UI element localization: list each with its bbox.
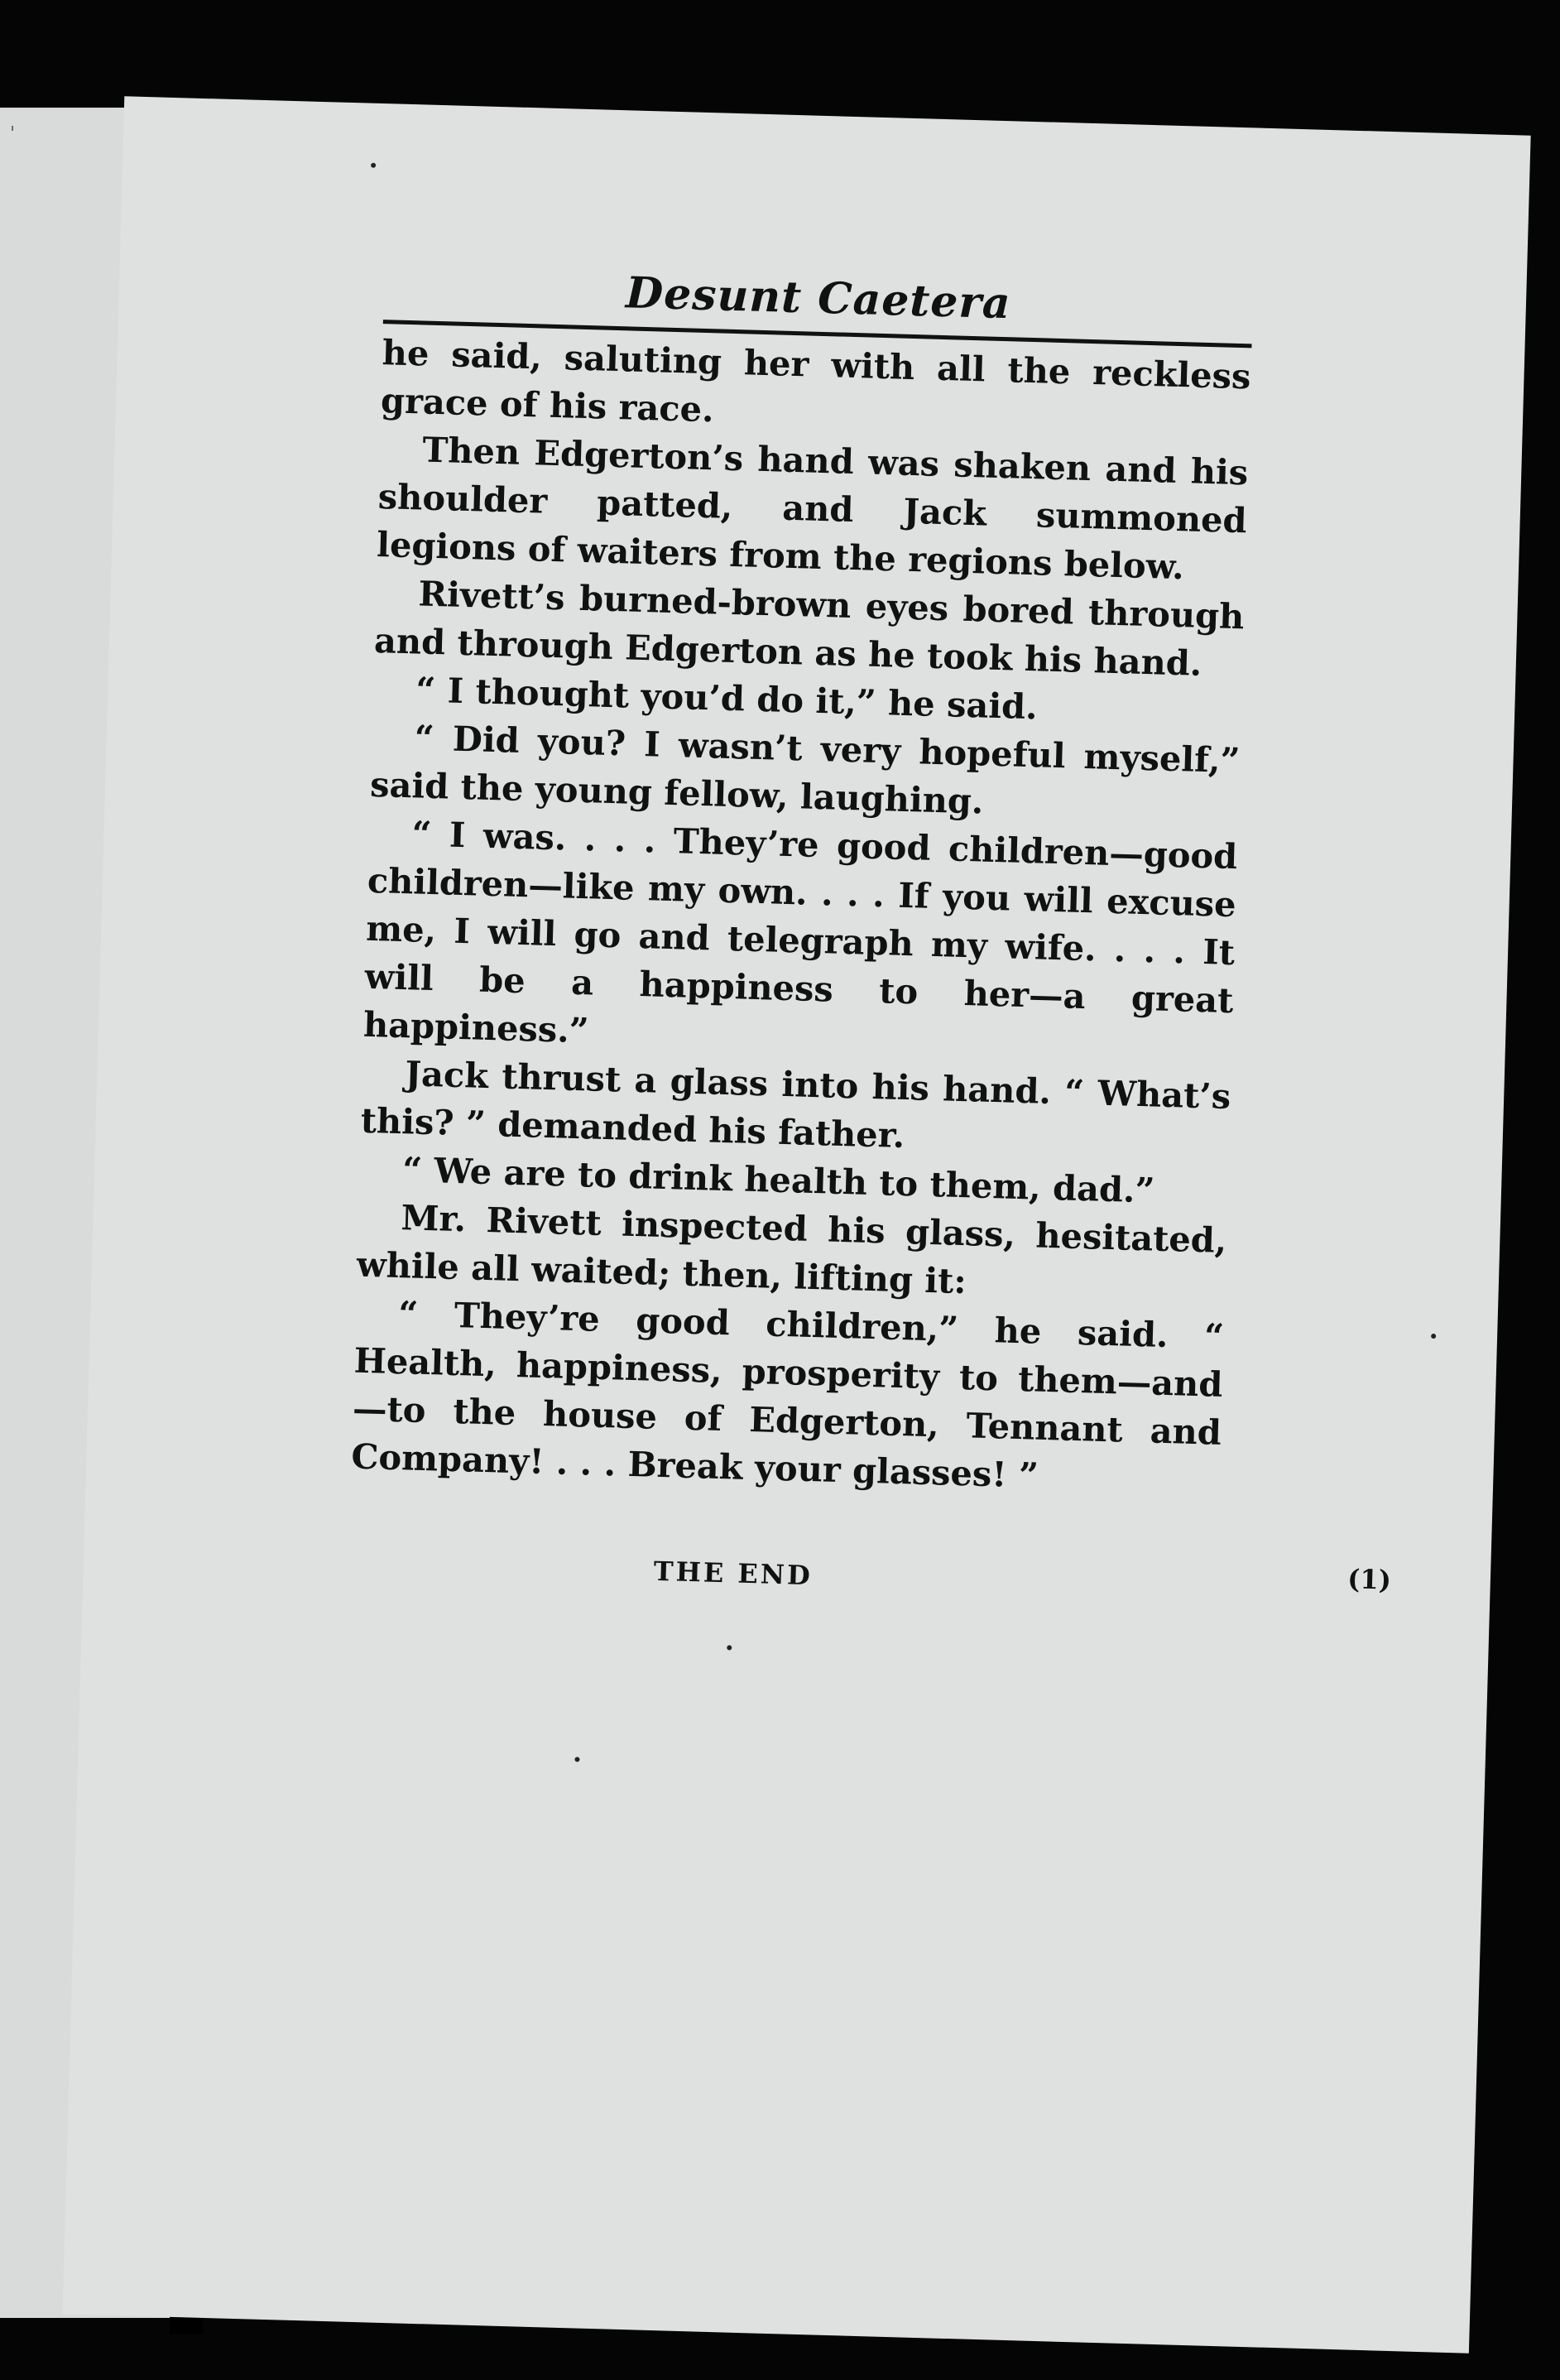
paragraph: Mr. Rivett inspected his glass, hesitated, while all waited; then, lifting it: xyxy=(356,1197,1227,1302)
scan-speck xyxy=(1431,1334,1436,1339)
scan-speck xyxy=(574,1757,579,1762)
running-head: Desunt Caetera xyxy=(625,267,1012,329)
paragraph: Then Edgerton’s hand was shaken and his shoulder patted, and Jack summoned legions of waiters from the regions below. xyxy=(376,429,1249,588)
scan-speck xyxy=(727,1645,732,1650)
paragraph: “ I thought you’d do it,” he said. xyxy=(415,669,1039,728)
scan-mark: ˈ xyxy=(10,124,16,145)
paragraph: “ I was. . . . They’re good children—good children—like my own. . . . If you will excuse me, I will go and telegraph my wife. . . . It will be a happiness to her—a great happiness.” xyxy=(362,813,1238,1051)
paragraph: “ We are to drink health to them, dad.” xyxy=(401,1149,1156,1211)
footnote-marker: (1) xyxy=(1346,1563,1392,1596)
body-text xyxy=(351,329,1251,1505)
paragraph: Jack thrust a glass into his hand. “ What’s this? ” demanded his father. xyxy=(360,1053,1231,1156)
scan-speck xyxy=(371,163,376,168)
paragraph: Rivett’s burned-brown eyes bored through and through Edgerton as he took his hand. xyxy=(373,573,1245,684)
the-end-label: THE END xyxy=(653,1555,814,1592)
book-page xyxy=(63,96,1531,2353)
paragraph: he said, saluting her with all the reckless grace of his race. xyxy=(380,332,1252,430)
paragraph: “ They’re good children,” he said. “ Health, happiness, prosperity to them—and—to the house of Edgerton, Tennant and Company! . . . Break your glasses! ” xyxy=(350,1293,1225,1496)
page-content xyxy=(348,261,1253,1603)
paragraph: “ Did you? I wasn’t very hopeful myself,” said the young fellow, laughing. xyxy=(369,717,1241,822)
